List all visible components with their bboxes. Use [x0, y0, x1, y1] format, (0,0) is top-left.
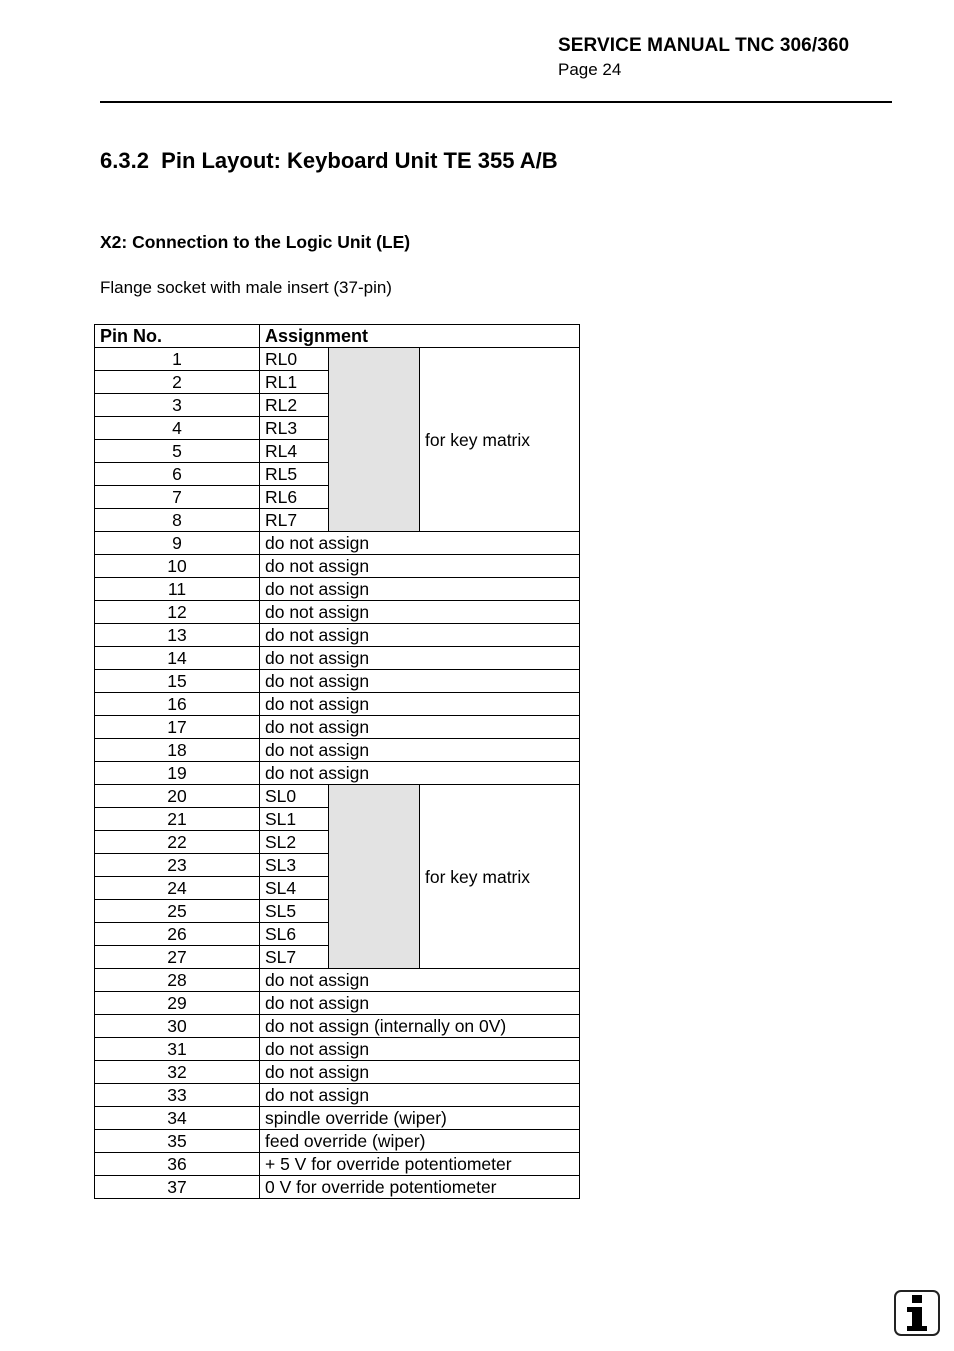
pin-assignment: RL4	[260, 440, 329, 463]
pin-assignment: do not assign	[260, 647, 580, 670]
pin-table-body	[95, 348, 580, 1199]
pin-number: 18	[95, 739, 260, 762]
pin-number: 5	[95, 440, 260, 463]
pin-number: 4	[95, 417, 260, 440]
pin-assignment: SL3	[260, 854, 329, 877]
pin-number: 3	[95, 394, 260, 417]
pin-number: 10	[95, 555, 260, 578]
pin-assignment: do not assign	[260, 969, 580, 992]
pin-assignment: SL6	[260, 923, 329, 946]
pin-number: 2	[95, 371, 260, 394]
pin-assignment: SL4	[260, 877, 329, 900]
pin-number: 7	[95, 486, 260, 509]
pin-number: 1	[95, 348, 260, 371]
header-pin-no: Pin No.	[95, 325, 260, 348]
pin-assignment: do not assign	[260, 1038, 580, 1061]
pin-assignment: do not assign	[260, 1084, 580, 1107]
pin-number: 22	[95, 831, 260, 854]
table-row	[95, 785, 580, 808]
pin-number: 29	[95, 992, 260, 1015]
pin-assignment: feed override (wiper)	[260, 1130, 580, 1153]
pin-number: 33	[95, 1084, 260, 1107]
table-row	[95, 739, 580, 762]
pin-assignment: do not assign	[260, 716, 580, 739]
table-row	[95, 1107, 580, 1130]
table-row	[95, 762, 580, 785]
section-title: 6.3.2 Pin Layout: Keyboard Unit TE 355 A/B	[100, 148, 558, 173]
intro-text: Flange socket with male insert (37-pin)	[100, 278, 392, 297]
pin-assignment: SL7	[260, 946, 329, 969]
pin-assignment: SL5	[260, 900, 329, 923]
table-row	[95, 1061, 580, 1084]
table-row	[95, 1176, 580, 1199]
pin-assignment: RL0	[260, 348, 329, 371]
pin-number: 16	[95, 693, 260, 716]
pin-number: 25	[95, 900, 260, 923]
pin-assignment: do not assign	[260, 670, 580, 693]
table-row	[95, 1038, 580, 1061]
pin-assignment: SL2	[260, 831, 329, 854]
table-row	[95, 1153, 580, 1176]
table-row	[95, 555, 580, 578]
table-row	[95, 1084, 580, 1107]
table-row	[95, 693, 580, 716]
pin-assignment: RL5	[260, 463, 329, 486]
pin-assignment: do not assign	[260, 992, 580, 1015]
pin-number: 19	[95, 762, 260, 785]
table-row	[95, 992, 580, 1015]
pin-number: 11	[95, 578, 260, 601]
pin-number: 36	[95, 1153, 260, 1176]
pin-number: 15	[95, 670, 260, 693]
pin-assignment: spindle override (wiper)	[260, 1107, 580, 1130]
pin-number: 32	[95, 1061, 260, 1084]
pin-assignment: do not assign	[260, 762, 580, 785]
info-icon	[894, 1290, 940, 1336]
table-row	[95, 578, 580, 601]
pin-number: 26	[95, 923, 260, 946]
table-row	[95, 969, 580, 992]
key-matrix-note: for key matrix	[420, 348, 580, 532]
table-row	[95, 670, 580, 693]
pin-assignment: RL1	[260, 371, 329, 394]
pin-assignment: do not assign	[260, 693, 580, 716]
pin-number: 13	[95, 624, 260, 647]
table-row	[95, 716, 580, 739]
pin-number: 24	[95, 877, 260, 900]
pin-assignment: RL7	[260, 509, 329, 532]
pin-number: 8	[95, 509, 260, 532]
pin-assignment: do not assign (internally on 0V)	[260, 1015, 580, 1038]
table-row	[95, 601, 580, 624]
pin-assignment: SL0	[260, 785, 329, 808]
pin-assignment: SL1	[260, 808, 329, 831]
pin-number: 27	[95, 946, 260, 969]
pin-assignment: + 5 V for override potentiometer	[260, 1153, 580, 1176]
pin-assignment: do not assign	[260, 1061, 580, 1084]
key-matrix-shading	[329, 348, 420, 532]
pin-assignment: do not assign	[260, 555, 580, 578]
pin-assignment: do not assign	[260, 624, 580, 647]
table-row	[95, 624, 580, 647]
key-matrix-shading	[329, 785, 420, 969]
table-row	[95, 1130, 580, 1153]
key-matrix-note: for key matrix	[420, 785, 580, 969]
header-assignment: Assignment	[260, 325, 580, 348]
header-title: SERVICE MANUAL TNC 306/360	[558, 35, 850, 56]
pin-number: 23	[95, 854, 260, 877]
pin-number: 20	[95, 785, 260, 808]
table-header-row	[95, 325, 580, 348]
pin-assignment: RL2	[260, 394, 329, 417]
subsection-title: X2: Connection to the Logic Unit (LE)	[100, 232, 411, 252]
pin-number: 14	[95, 647, 260, 670]
pin-number: 35	[95, 1130, 260, 1153]
pin-assignment: RL3	[260, 417, 329, 440]
pin-table	[94, 324, 580, 1199]
table-row	[95, 647, 580, 670]
page-number: Page 24	[558, 60, 622, 79]
pin-number: 12	[95, 601, 260, 624]
pin-assignment: do not assign	[260, 532, 580, 555]
pin-number: 37	[95, 1176, 260, 1199]
pin-number: 31	[95, 1038, 260, 1061]
pin-assignment: do not assign	[260, 578, 580, 601]
info-glyph	[902, 1294, 932, 1332]
pin-assignment: 0 V for override potentiometer	[260, 1176, 580, 1199]
pin-number: 21	[95, 808, 260, 831]
header-divider	[100, 101, 892, 103]
pin-number: 30	[95, 1015, 260, 1038]
table-row	[95, 348, 580, 371]
pin-number: 34	[95, 1107, 260, 1130]
pin-number: 28	[95, 969, 260, 992]
pin-number: 17	[95, 716, 260, 739]
pin-assignment: do not assign	[260, 739, 580, 762]
pin-number: 6	[95, 463, 260, 486]
pin-number: 9	[95, 532, 260, 555]
pin-assignment: do not assign	[260, 601, 580, 624]
table-row	[95, 532, 580, 555]
table-row	[95, 1015, 580, 1038]
pin-assignment: RL6	[260, 486, 329, 509]
